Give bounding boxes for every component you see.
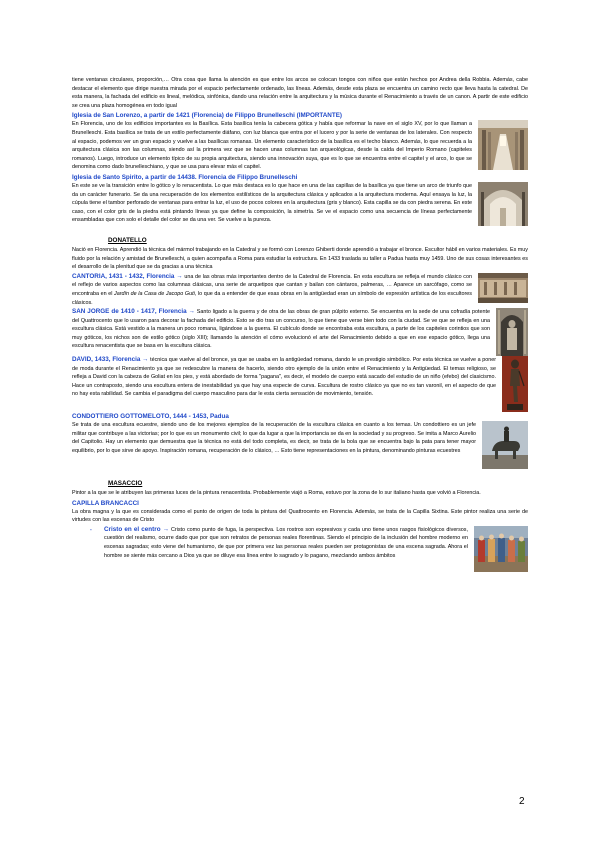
cristo-paragraph [104,526,468,560]
san-lorenzo-image [478,120,528,170]
gattamelata-image [482,421,528,469]
intro-paragraph: tiene ventanas circulares, proporción,… Otra cosa que llama la atención es que entre los arcos se colocan tongos con niños que están hechos por Andrea della Robbia. Además, cabe destacar el elemento que dirige nuestra mirada por el espacio perfectamente ordenado, las líneas. Además, desde esta plaza se encuentra un camino recto que lleva hasta la catedral. De esta manera, la fachada del edificio es lineal, melódica, sinfónica, dando una relación entre la arquitectura y la música durante el Renacimiento a través de un canon. A partir de este edificio se crea una plaza homogénea en todo igual [72,77,528,109]
santo-spirito-image [478,182,528,226]
capilla-brancacci-heading: CAPILLA BRANCACCI [72,499,139,507]
cantoria-text-b: , lo que da a entender de que esas obras en la antigüedad eran un símbolo de expresión artística de los escultores clásicos. [72,290,472,306]
cristo-bullet [90,526,468,560]
san-jorge-title: SAN JORGE de 1410 - 1417, Florencia → [72,308,195,316]
san-jorge-text: Santo ligado a la guerra y de otra de las obras de gran púlpito externo. Se encuentra en la sede de una cofradía potente del Quattrocento que lo usaron para decorar la fachada del edificio. Esto se dio tras un concurso, lo que tiene que verse bien todo con la ciudad. Se ve que se refleja en una escultura clásica. Está vestido a la manera un poco romana, ligándose a la guerra. El cubículo donde se encontraba esta escultura, a parte de los capiteles corintios que son muy góticos, los nichos son de estilo gótico (siglo XIII); llamando la atención el cómo evolucionó el arte del Renacimiento debido a que en ese espacio gótico, llega una escultura renacentista que se basa en la escultura clásica. [72,309,490,350]
cristo-section [72,526,528,572]
donatello-intro: Nació en Florencia. Aprendió la técnica del mármol trabajando en la Catedral y se formó con Lorenzo Ghiberti donde aprendió a trabajar el bronce. Escultor hábil en varios materiales. Es muy fluido por la relación y amistad de Brunelleschi, a quien acompaña a Roma para estudiar la estructura. En 1433 traslada su taller a Padua hasta muy 1459. Uno de sus cosas interesantes es el desarrollo de la plenitud que se da gracias a una técnica [72,246,528,271]
david-text: técnica que vuelve al del bronce, ya que se usaba en la antigüedad romana, dando le un prestigio simbólico. Por esta técnica se vuelve a poner de moda durante el Renacimiento ya que se redescubre la manera de hacerlo, siendo otro ejemplo de la unión entre el Renacimiento y la Antigüedad. El temas religioso, se refleja a David con la cabeza de Goliat en los pies, y está abordado de forma "pagana", es decir, el modelo de cuerpo está sacado del estudio de un niño (efebo) del clasicismo. Hace un contraposto, siendo una escultura entera de inestabilidad ya que hay una especie de curva. Escultura de rostro clásico ya que no es tan varonil, en el aspecto de que no hay esta rabilidad. Se cambia el paradigma del cuerpo masculino para dar le esta cierta sensación de movimiento, tensión. [72,357,496,398]
san-lorenzo-text: En Florencia, uno de los edificios importantes es la Basílica. Esta basílica tenía la cabecera gótica y había que reformar la nave en el siglo XV, por lo que llaman a Brunelleschi. Esta basílica se trata de un estilo perfectamente diáfano, con luz blanca que entra por el lucero y por la serie de ventanas de los laterales. Con respecto al espacio, podemos ver un gran espacio y vuelve a las basílicas romanas. Un elemento característico de la basílica es el techo blanco. Además, lo que recuerda a la arquitectura clásica son las columnas, siendo así la primera vez que se hacen unas columnas tan arqueológicas, desde la caída del Imperio Romano (capiteles romanos). Luego, introduce un elemento típico de su propia arquitectura, siendo una innovación suya, que es lo que se encuentra entre el capitel y el arco, lo que se denomina como dado brunelleschiano, y que se usa para elevar más el capitel. [72,121,472,171]
david-image [502,356,528,412]
cantoria-paragraph [72,273,472,307]
cantoria-text-a: una de las obras más importantes dentro de la Catedral de Florencia. En esta escultura se refleja el mundo clásico con el reflejo de varios aspectos como las columnas clásicas, una serie de arquetipos que cantan y bailan con cántaros, palmeras, … Aparece un sarcófago, como se encontraba en el [72,273,472,297]
page-content [72,76,528,572]
capilla-brancacci-text: La obra magna y la que es considerada como el punto de origen de toda la pintura del Quattrocento en Florencia. Además, se trata de la Capilla Sixtina. Este pintor realiza una serie de virtudes con las escenas de Cristo [72,508,528,524]
masaccio-heading: MASACCIO [108,480,143,488]
gattamelata-text: Se trata de una escultura ecuestre, siendo uno de los mejores ejemplos de la recuperación de la escultura clásica en cuanto a los temas. Un condottiero es un jefe militar que contribuye a las victorias; por lo que es un monumento civil; lo que da lugar a que la importancia se da en la sociedad y su progreso. Se imita a Marco Aurelio del Capitolio. Hay un elemento que demuestra que la técnica no está del todo completa, es decir, se trata de la bola que se encuentra bajo la pata para tener mayor equilibrio, por lo que sirve de apoyo. Inspiración romana, recuperación de lo clásico, … Esto tiene representaciones en la pintura, denominando pinturas ecuestres [72,422,476,454]
capilla-brancacci-image [474,526,528,572]
san-jorge-image [496,308,528,356]
bullet-marker: - [90,526,92,533]
masaccio-intro: Pintor a la que se le atribuyen las primeras luces de la pintura renacentista. Probablemente viajó a Roma, estuvo por la zona de lo sur italiano hasta que volvió a Florencia. [72,490,481,497]
cristo-text: Cristo como punto de fuga, la perspectiva. Los rostros son expresivos y cada uno tiene unos rasgos fisiológicos diversos, cuestión del realismo, ocurre dado que por que son retratos de personas reales florentinas. Siendo el principio de la inclusión del hombre moderno en escenas sagradas; esto viene del humanismo, de que por primera vez las personas reales pueden ser protagonistas de una escena sagrada. Ahora el hombre se siente más cercano a Dios ya que se diluye esa línea entre lo sagrado y lo pagano, mezclando ambos ámbitos [104,526,468,559]
david-paragraph [72,356,496,399]
san-jorge-section [72,308,528,356]
david-title: DAVID, 1433, Florencia → [72,356,149,364]
cristo-title: Cristo en el centro → [104,525,170,533]
david-section [72,356,528,412]
san-lorenzo-section [72,120,528,173]
gattamelata-section [72,421,528,469]
cantoria-section [72,273,528,308]
cantoria-text-italic: Jardín de la Casa de Jacopo Guti [114,290,195,297]
santo-spirito-heading: Iglesia de Santo Spirito, a partir de 14438. Florencia de Filippo Brunelleschi [72,173,298,181]
santo-spirito-text: En este se ve la transición entre lo gótico y lo renacentista. Lo que más destaca es lo que hace en una de las capillas de la basílica ya que tiene un arco de triunfo que da un carácter funerario. Se da una recuperación de los elementos estilísticos de la arquitectura clásica y aplicados a la arquitectura moderna. Aquí ensaya la luz, la cúpula tiene el tambor perforado de ventanas para entrar la luz, el uso de pocos colores en la arquitectura (gris y blanco). Esta capilla se da con piedra serena. En este caso, con el color gris de la piedra está pintando líneas ya que define la composición, la simetría. Se ve el espacio como una secuencia de líneas perfectamente ensambladas que con solo el detalle del color se da una ver. Se vuelve a la pureza. [72,182,472,224]
page-number: 2 [519,796,525,807]
santo-spirito-section [72,182,528,226]
san-lorenzo-heading: Iglesia de San Lorenzo, a partir de 1421 (Florencia) de Filippo Brunelleschi (IMPORTANTE) [72,112,343,120]
cantoria-title: CANTORIA, 1431 - 1432, Florencia → [72,272,183,280]
gattamelata-heading: CONDOTTIERO GOTTOMELOTO, 1444 - 1453, Padua [72,413,229,421]
san-jorge-paragraph [72,308,490,351]
cantoria-image [478,273,528,303]
donatello-heading: DONATELLO [108,236,147,244]
